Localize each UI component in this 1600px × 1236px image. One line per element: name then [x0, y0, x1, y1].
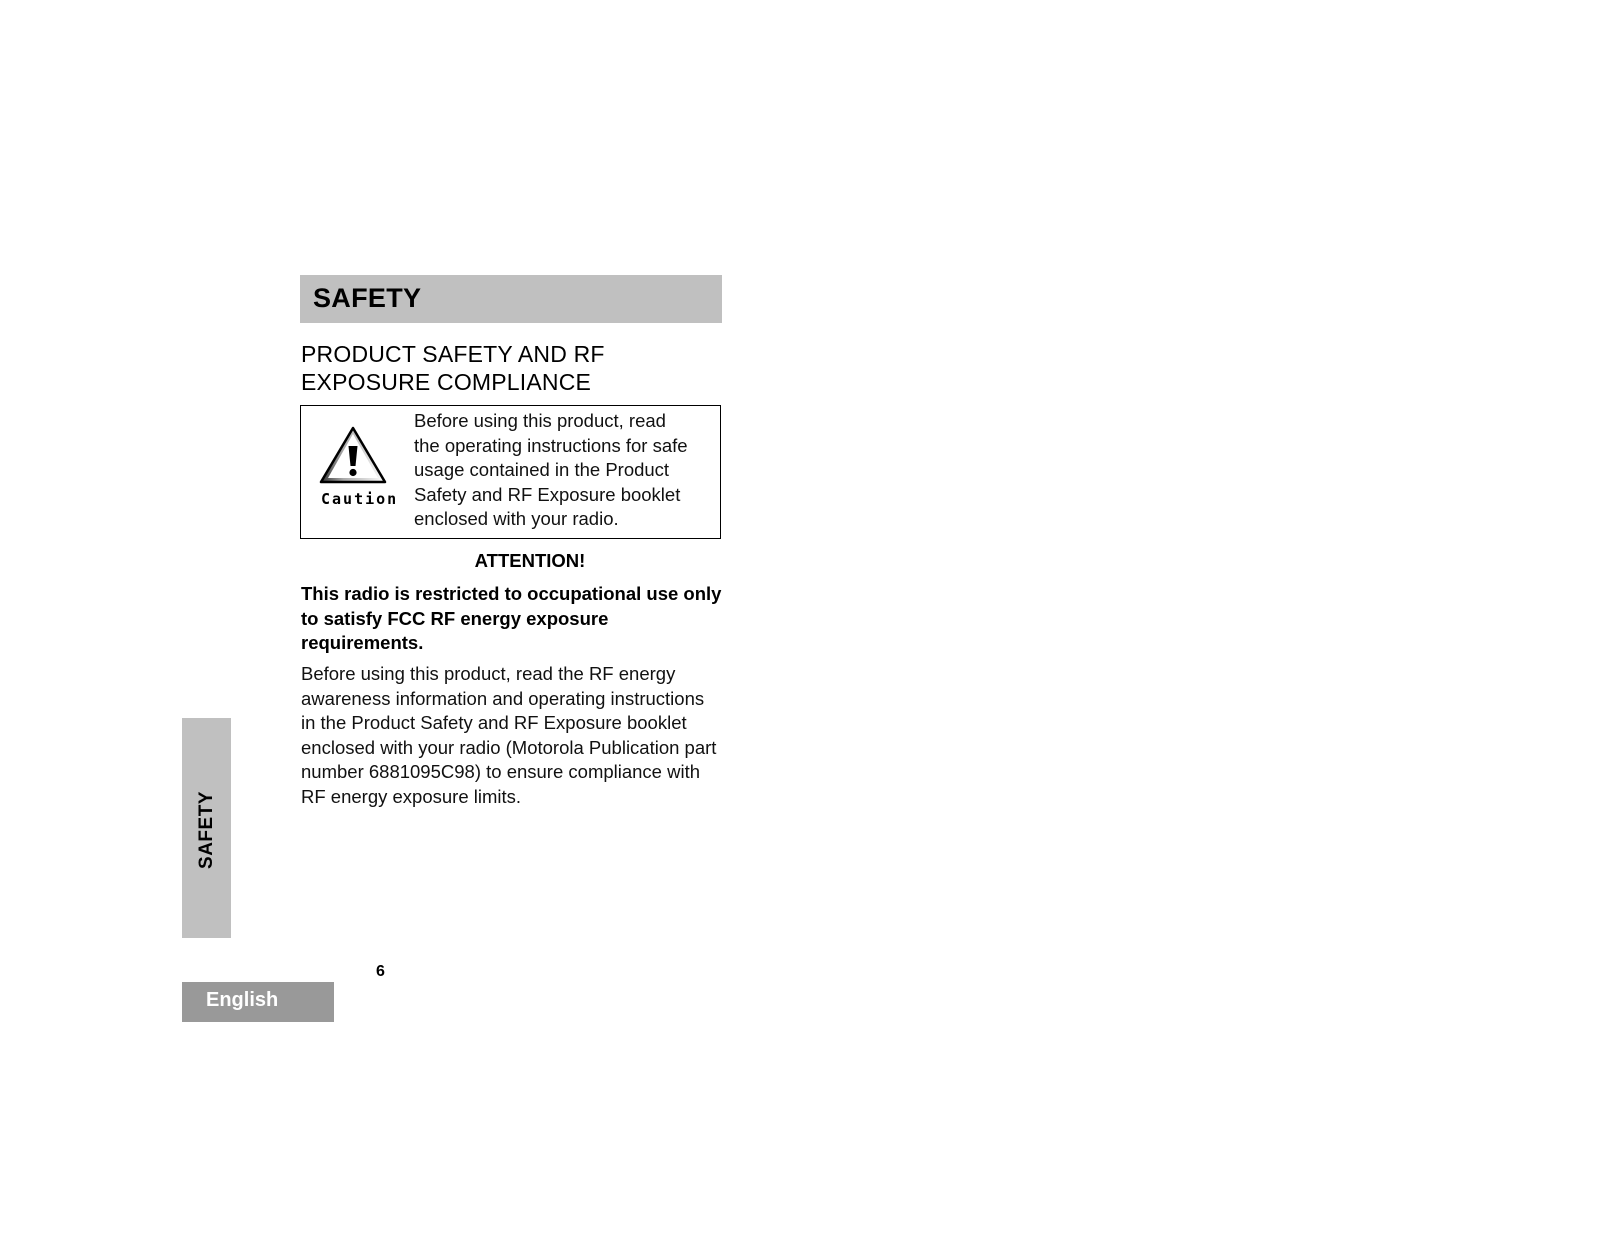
caution-text-line: Safety and RF Exposure booklet — [414, 483, 681, 505]
side-section-tab — [182, 718, 231, 938]
restriction-line: This radio is restricted to occupational use only — [301, 583, 722, 604]
restriction-line: requirements. — [301, 632, 424, 653]
body-line: number 6881095C98) to ensure compliance with — [301, 761, 701, 782]
attention-heading: ATTENTION! — [474, 550, 586, 571]
restriction-paragraph — [301, 582, 771, 656]
caution-box — [300, 405, 721, 539]
section-banner — [300, 275, 722, 323]
caution-text-line: the operating instructions for safe — [414, 434, 688, 456]
page-number: 6 — [376, 963, 385, 980]
body-line: in the Product Safety and RF Exposure booklet — [301, 712, 687, 733]
caution-text — [414, 409, 719, 532]
subheading-line: PRODUCT SAFETY AND RF — [301, 341, 605, 367]
body-paragraph — [301, 662, 771, 809]
body-line: awareness information and operating instructions — [301, 687, 705, 709]
caution-text-line: Before using this product, read — [414, 410, 666, 431]
body-line: Before using this product, read the RF energy — [301, 663, 676, 684]
section-title: SAFETY — [313, 283, 422, 313]
language-tab — [182, 982, 334, 1022]
subheading-line: EXPOSURE COMPLIANCE — [301, 369, 592, 395]
side-tab-label: SAFETY — [195, 791, 217, 869]
caution-label: Caution — [321, 490, 399, 508]
restriction-line: to satisfy FCC RF energy exposure — [301, 607, 609, 629]
body-line: RF energy exposure limits. — [301, 785, 522, 807]
language-label: English — [206, 989, 279, 1011]
caution-text-line: usage contained in the Product — [414, 459, 670, 480]
warning-triangle-icon — [319, 426, 387, 486]
body-line: enclosed with your radio (Motorola Publication part — [301, 736, 717, 758]
caution-text-line: enclosed with your radio. — [414, 508, 619, 529]
page-subheading — [301, 340, 741, 396]
